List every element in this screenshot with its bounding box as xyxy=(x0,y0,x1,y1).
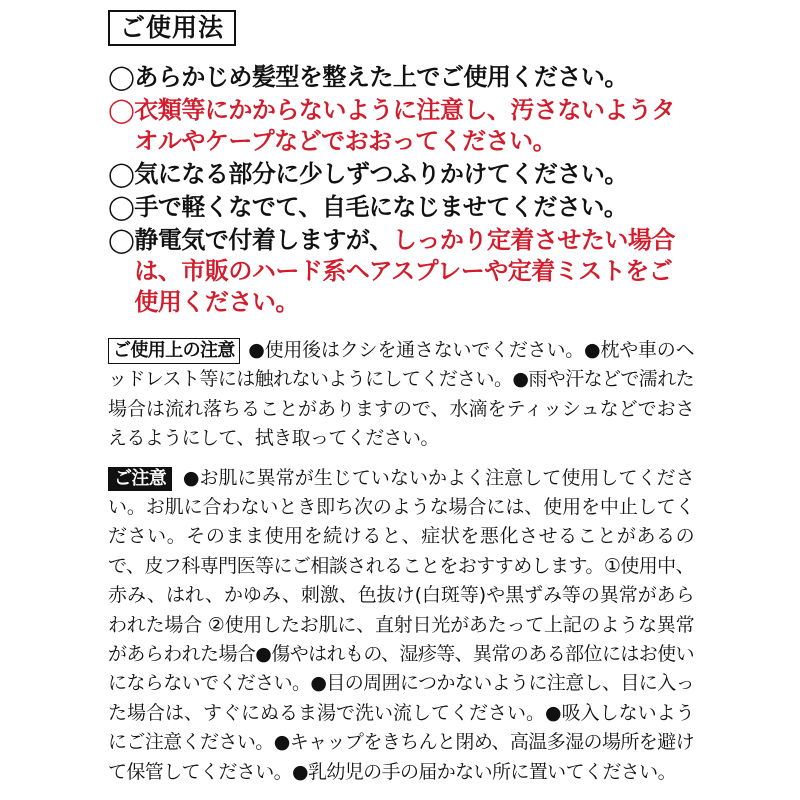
usage-notes-text: ●使用後はクシを通さないでください。●枕や車のヘッドレスト等には触れないようにしてください。●雨や汗などで濡れた場合は流れ落ちることがありますので、水滴をティッシュなどでおさえるようにして、拭き取ってください。 xyxy=(108,339,694,450)
usage-item-5 xyxy=(108,225,694,318)
usage-item-5-mark: ◯ xyxy=(108,226,135,254)
usage-item-2 xyxy=(108,95,694,157)
instruction-label-panel xyxy=(108,10,694,787)
usage-item-2-mark: ◯ xyxy=(108,96,135,124)
usage-notes-section xyxy=(108,336,694,454)
usage-item-2-text: 衣類等にかからないように注意し、汚さないようタオルやケープなどでおおってください。 xyxy=(134,96,675,155)
usage-item-4: ◯手で軽くなでて、自毛になじませてください。 xyxy=(108,193,628,221)
usage-item-1: ◯あらかじめ髪型を整えた上でご使用ください。 xyxy=(108,63,628,91)
usage-item-3: ◯気になる部分に少しずつふりかけてください。 xyxy=(108,160,628,188)
caution-section xyxy=(108,464,694,787)
usage-notes-label: ご使用上の注意 xyxy=(108,338,240,364)
usage-item-5-highlight: しっかり定着させたい場合は、市販のハード系ヘアスプレーや定着ミストをご使用ください。 xyxy=(134,226,675,316)
caution-text: ●お肌に異常が生じていないかよく注意して使用してください。お肌に合わないとき即ち次のような場合には、使用を中止してください。そのまま使用を続けると、症状を悪化させることがあるので、皮フ科専門医等にご相談されることをおすすめします。①使用中、赤み、はれ、かゆみ、刺激、色抜け(白斑等)や黒ずみ等の異常があらわれた場合 ②使用したお肌に、直射日光があたって上記のような異常があらわれた場合●傷やはれもの、湿疹等、異常のある部位にはお使いにならないでください。●目の周囲につかないように注意し、目に入った場合は、すぐにぬるま湯で洗い流してください。●吸入しないようにご注意ください。●キャップをきちんと閉め、高温多湿の場所を避けて保管してください。●乳幼児の手の届かない所に置いてください。 xyxy=(108,466,695,783)
caution-label: ご注意 xyxy=(108,467,172,491)
usage-item-5-text: 静電気で付着しますが、 xyxy=(134,226,393,254)
usage-list xyxy=(108,62,694,318)
usage-title: ご使用法 xyxy=(108,10,236,46)
